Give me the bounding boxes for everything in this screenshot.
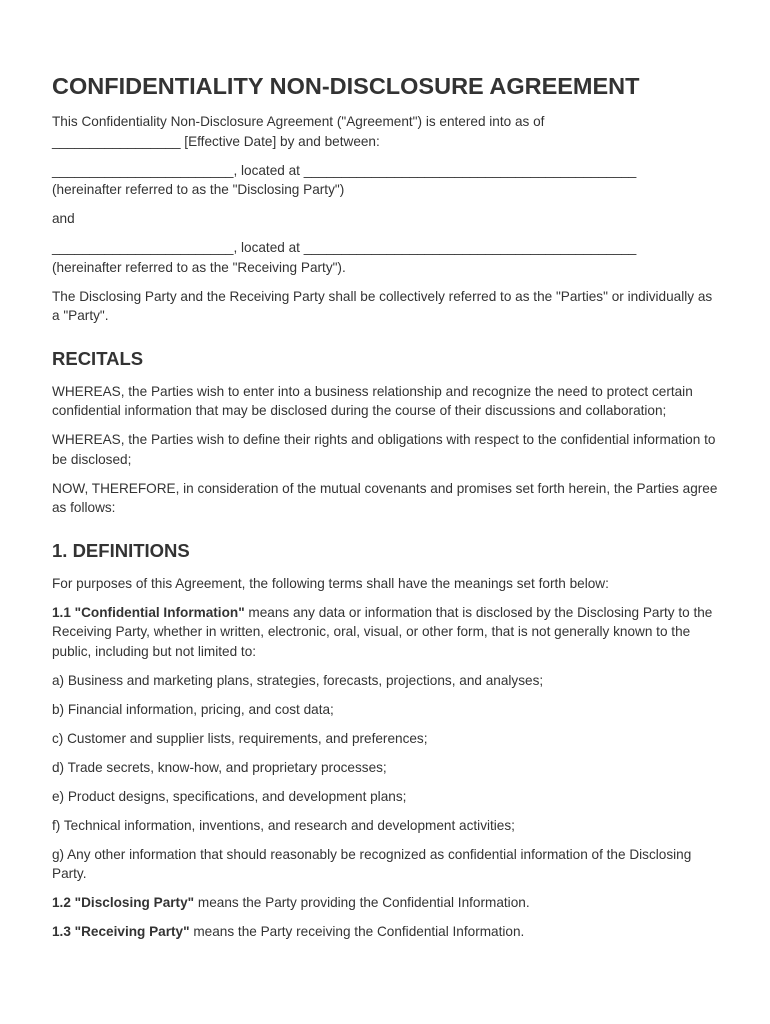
list-item: e) Product designs, specifications, and development plans; — [52, 788, 407, 804]
list-item: b) Financial information, pricing, and cost data; — [52, 701, 334, 717]
list-item: g) Any other information that should reasonably be recognized as confidential information of the Disclosing Party. — [52, 846, 692, 881]
intro-line-2: _________________ [Effective Date] by and between: — [52, 133, 380, 149]
intro-paragraph — [52, 112, 722, 151]
definition-text: means any data or information that is disclosed by the Disclosing Party to the Receiving Party, whether in written, electronic, oral, visual, or other form, that is not generally known to the public, including but not limited to: — [52, 604, 713, 659]
recital-paragraph: NOW, THEREFORE, in consideration of the mutual covenants and promises set forth herein, the Parties agree as follows: — [52, 480, 718, 515]
definition-1-3 — [52, 922, 722, 942]
list-item: f) Technical information, inventions, and research and development activities; — [52, 817, 515, 833]
list-item: a) Business and marketing plans, strategies, forecasts, projections, and analyses; — [52, 672, 544, 688]
definition-term: 1.2 "Disclosing Party" — [52, 895, 195, 910]
recitals-heading: RECITALS — [52, 347, 144, 369]
disclosing-party-line: ________________________, located at ____________________________________________ — [52, 162, 637, 178]
receiving-party-block — [52, 238, 722, 277]
parties-paragraph: The Disclosing Party and the Receiving Party shall be collectively referred to as the "Parties" or individually as a "Party". — [52, 288, 713, 323]
definitions-intro: For purposes of this Agreement, the following terms shall have the meanings set forth below: — [52, 575, 609, 591]
list-item: d) Trade secrets, know-how, and proprietary processes; — [52, 759, 387, 775]
definitions-heading: 1. DEFINITIONS — [52, 539, 190, 561]
definition-term: 1.1 "Confidential Information" — [52, 604, 245, 620]
definition-text: means the Party receiving the Confidential Information. — [189, 924, 525, 939]
recital-paragraph: WHEREAS, the Parties wish to enter into a business relationship and recognize the need to protect certain confidential information that may be disclosed during the course of their discussions and collaboration; — [52, 383, 693, 418]
list-item: c) Customer and supplier lists, requirements, and preferences; — [52, 730, 428, 746]
disclosing-party-label: (hereinafter referred to as the "Disclosing Party") — [52, 182, 345, 197]
recital-paragraph: WHEREAS, the Parties wish to define their rights and obligations with respect to the confidential information to be disclosed; — [52, 432, 716, 467]
receiving-party-line: ________________________, located at ____________________________________________ — [52, 240, 637, 255]
definition-1-1 — [52, 603, 722, 662]
receiving-party-label: (hereinafter referred to as the "Receiving Party"). — [52, 259, 346, 275]
disclosing-party-block — [52, 161, 722, 200]
definition-1-2 — [52, 893, 722, 913]
definition-term: 1.3 "Receiving Party" — [52, 924, 190, 939]
document-title: CONFIDENTIALITY NON-DISCLOSURE AGREEMENT — [52, 73, 640, 99]
definition-text: means the Party providing the Confidential Information. — [194, 895, 530, 910]
and-text: and — [52, 211, 75, 226]
document-page — [52, 72, 722, 951]
intro-line-1: This Confidentiality Non-Disclosure Agreement ("Agreement") is entered into as of — [52, 114, 545, 129]
